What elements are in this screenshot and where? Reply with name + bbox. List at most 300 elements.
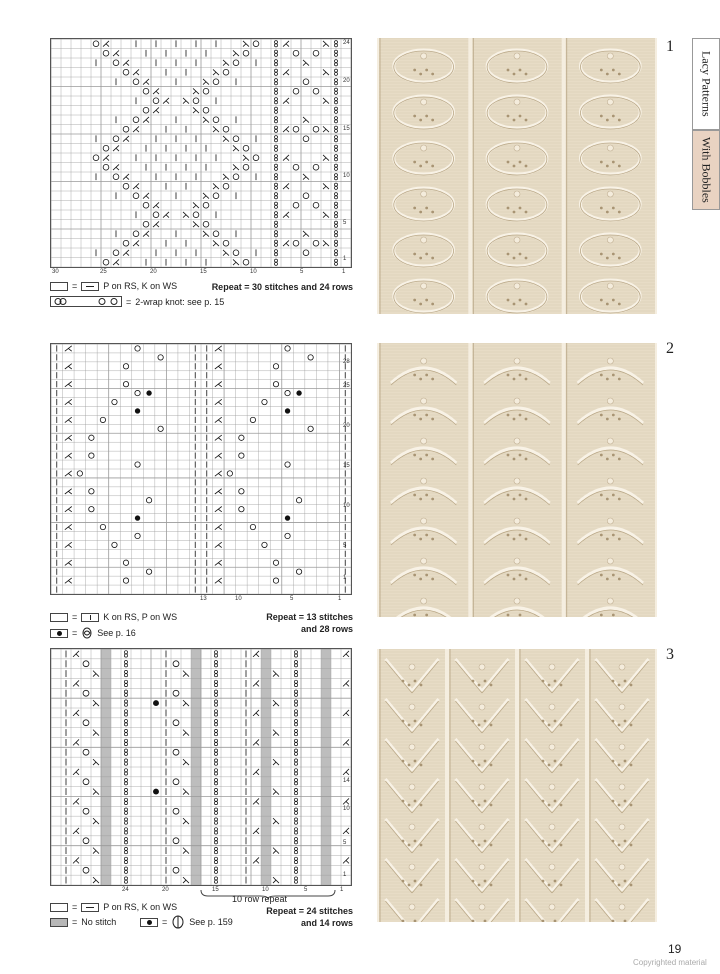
chart-symbol: [215, 542, 222, 547]
chart-symbol: [203, 202, 209, 208]
chart-symbol: [213, 231, 219, 237]
chart-symbol: [143, 221, 149, 227]
axis-label: 5: [343, 543, 347, 549]
chart-symbol: [334, 221, 337, 227]
chart-symbol: [123, 382, 128, 387]
chart-symbol: [274, 250, 277, 256]
chart-symbol: [103, 155, 109, 161]
chart-symbol: [334, 60, 337, 66]
chart-symbol: [274, 50, 277, 56]
chart-symbol: [215, 471, 222, 476]
chart-symbol: [124, 670, 127, 676]
chart-symbol: [65, 542, 72, 547]
chart-symbol: [283, 212, 289, 218]
chart-symbol: [273, 700, 279, 706]
chart-symbol: [214, 729, 217, 735]
chart-symbol: [285, 515, 290, 520]
chart-symbol: [133, 126, 139, 132]
chart-symbol: [213, 69, 219, 75]
chart-symbol: [214, 808, 217, 814]
chart-symbol: [203, 221, 209, 227]
legend-bobble-2: = See p. 16: [50, 627, 136, 639]
chart-symbol: [183, 789, 189, 795]
swatch-photo-3: [377, 649, 657, 922]
side-tab-with-bobbles: [692, 130, 720, 210]
blank-square-icon: [50, 282, 68, 291]
chart-symbol: [214, 670, 217, 676]
axis-label: 1: [343, 256, 347, 262]
chart-symbol: [143, 88, 149, 94]
chart-symbol: [173, 749, 179, 755]
chart-symbol: [273, 789, 279, 795]
chart-symbol: [214, 739, 217, 745]
chart-symbol: [93, 877, 99, 883]
repeat-line: Repeat = 24 stitches: [266, 906, 353, 916]
chart-symbol: [294, 769, 297, 775]
chart-symbol: [294, 828, 297, 834]
chart-symbol: [65, 578, 72, 583]
chart-symbol: [293, 126, 299, 132]
chart-symbol: [65, 399, 72, 404]
chart-symbol: [65, 435, 72, 440]
legend-purl-1: = P on RS, K on WS: [50, 281, 177, 291]
chart-symbol: [124, 769, 127, 775]
chart-symbol: [223, 183, 229, 189]
page-number: 19: [668, 942, 682, 956]
chart-symbol: [227, 471, 232, 476]
chart-symbol: [93, 789, 99, 795]
repeat-note-1: Repeat = 30 stitches and 24 rows: [211, 282, 353, 292]
chart-symbol: [153, 700, 159, 706]
chart-symbol: [153, 221, 159, 227]
chart-symbol: [173, 690, 179, 696]
chart-symbol: [313, 164, 319, 170]
chart-symbol: [214, 877, 217, 883]
chart-symbol: [103, 41, 109, 47]
chart-symbol: [112, 542, 117, 547]
chart-symbol: [77, 471, 82, 476]
chart-symbol: [215, 435, 222, 440]
chart-symbol: [133, 79, 139, 85]
chart-symbol: [294, 788, 297, 794]
bobble-symbol-icon: [171, 915, 185, 929]
chart-symbol: [65, 560, 72, 565]
chart-symbol: [214, 838, 217, 844]
chart-symbol: [274, 259, 277, 265]
chart-symbol: [183, 212, 189, 218]
chart-symbol: [223, 126, 229, 132]
side-tab-bobbles-label: With Bobbles: [699, 137, 714, 203]
chart-symbol: [203, 117, 209, 123]
axis-right-1: [343, 38, 353, 268]
chart-symbol: [65, 507, 72, 512]
chart-symbol: [323, 98, 329, 104]
chart-symbol: [133, 240, 139, 246]
chart-symbol: [183, 848, 189, 854]
axis-label: 15: [212, 887, 219, 893]
swatch-texture-3: [377, 649, 657, 922]
chart-symbol: [250, 524, 255, 529]
axis-label: 24: [122, 887, 129, 893]
chart-symbol: [273, 578, 278, 583]
chart-symbol: [243, 164, 249, 170]
chart-symbol: [124, 739, 127, 745]
chart-symbol: [83, 779, 89, 785]
swatch-texture-2: [377, 343, 657, 617]
chart-symbol: [303, 136, 309, 142]
chart-symbol: [243, 50, 249, 56]
chart-symbol: [65, 489, 72, 494]
chart-symbol: [274, 231, 277, 237]
axis-label: 30: [52, 269, 59, 275]
chart-symbol: [173, 720, 179, 726]
no-stitch-swatch-icon: [50, 918, 68, 927]
chart-symbol: [214, 759, 217, 765]
chart-symbol: [214, 779, 217, 785]
axis-label: 5: [304, 887, 308, 893]
chart-symbol: [293, 88, 299, 94]
chart-symbol: [143, 117, 149, 123]
chart-pattern-2: [50, 343, 352, 595]
chart-symbol: [123, 136, 129, 142]
chart-symbol: [239, 489, 244, 494]
chart-symbol: [163, 212, 169, 218]
chart-symbol: [103, 50, 109, 56]
chart-symbol: [323, 212, 329, 218]
chart-symbol: [124, 759, 127, 765]
chart-symbol: [313, 50, 319, 56]
chart-symbol: [153, 789, 159, 795]
chart-symbol: [158, 355, 163, 360]
chart-symbol: [146, 390, 151, 395]
chart-symbol: [273, 364, 278, 369]
chart-symbol: [173, 867, 179, 873]
swatch-photo-2: [377, 343, 657, 617]
chart-symbol: [124, 700, 127, 706]
axis-label: 13: [200, 596, 207, 602]
chart-symbol: [334, 41, 337, 47]
side-tab-lacy-patterns: [692, 38, 720, 130]
chart-symbol: [93, 41, 99, 47]
chart-symbol: [215, 560, 222, 565]
chart-symbol: [124, 798, 127, 804]
chart-symbol: [233, 50, 239, 56]
knit-bar-icon: [81, 613, 99, 622]
chart-symbol: [123, 364, 128, 369]
chart-symbol: [143, 202, 149, 208]
chart-symbol: [203, 107, 209, 113]
axis-label: 20: [162, 887, 169, 893]
legend-text: P on RS, K on WS: [103, 902, 178, 912]
chart-symbol: [213, 117, 219, 123]
chart-symbol: [124, 690, 127, 696]
chart-symbol: [215, 453, 222, 458]
chart-symbol: [334, 202, 337, 208]
bobble-dot-icon: [50, 629, 68, 638]
chart-symbol: [124, 779, 127, 785]
chart-symbol: [124, 838, 127, 844]
chart-symbol: [334, 231, 337, 237]
pattern-number-2: 2: [666, 340, 674, 357]
chart-symbol: [93, 818, 99, 824]
chart-symbol: [73, 857, 79, 863]
chart-symbol: [285, 533, 290, 538]
axis-label: 14: [343, 778, 350, 784]
chart-symbol: [100, 524, 105, 529]
chart-symbol: [223, 250, 229, 256]
chart-symbol: [294, 818, 297, 824]
chart-symbol: [296, 498, 301, 503]
chart-symbol: [273, 560, 278, 565]
chart-symbol: [239, 435, 244, 440]
chart-symbol: [103, 164, 109, 170]
chart-symbol: [214, 700, 217, 706]
chart-symbol: [123, 250, 129, 256]
chart-symbol: [308, 426, 313, 431]
chart-symbol: [193, 98, 199, 104]
chart-symbol: [214, 661, 217, 667]
chart-symbol: [233, 259, 239, 265]
axis-label: 20: [150, 269, 157, 275]
chart-symbol: [124, 661, 127, 667]
chart-symbol: [233, 145, 239, 151]
chart-symbol: [294, 857, 297, 863]
chart-symbol: [294, 749, 297, 755]
chart-symbol: [334, 183, 337, 189]
axis-label: 5: [300, 269, 304, 275]
swatch-texture-group: [377, 649, 657, 922]
axis-label: 20: [343, 423, 350, 429]
chart-symbol: [274, 145, 277, 151]
axis-label: 24: [343, 40, 350, 46]
chart-symbol: [146, 569, 151, 574]
chart-symbol: [65, 524, 72, 529]
chart-symbol: [223, 136, 229, 142]
repeat-line: Repeat = 13 stitches: [266, 612, 353, 622]
chart-symbol: [123, 69, 129, 75]
chart-symbol: [253, 41, 259, 47]
chart-symbol: [173, 808, 179, 814]
chart-symbol: [113, 60, 119, 66]
chart-symbol: [334, 155, 337, 161]
chart-symbol: [89, 453, 94, 458]
chart-symbol: [274, 98, 277, 104]
chart-symbol: [123, 240, 129, 246]
axis-label: 1: [343, 872, 347, 878]
chart-symbol: [274, 117, 277, 123]
axis-label: 10: [262, 887, 269, 893]
chart-symbol: [294, 838, 297, 844]
axis-label: 1: [343, 575, 347, 581]
legend-text: See p. 159: [189, 917, 233, 927]
chart-symbol: [133, 183, 139, 189]
chart-symbol: [89, 507, 94, 512]
chart-symbol: [213, 193, 219, 199]
chart-symbol: [303, 193, 309, 199]
axis-label: 1: [338, 596, 342, 602]
chart-symbol: [93, 155, 99, 161]
chart-symbol: [124, 857, 127, 863]
chart-symbol: [213, 240, 219, 246]
chart-symbol: [274, 79, 277, 85]
chart-symbol: [203, 88, 209, 94]
chart-symbol: [214, 867, 217, 873]
chart-symbol: [213, 183, 219, 189]
chart-symbol: [294, 759, 297, 765]
chart-symbol: [183, 818, 189, 824]
chart-symbol: [143, 79, 149, 85]
chart-symbol: [215, 399, 222, 404]
axis-label: 1: [340, 887, 344, 893]
chart-symbol: [83, 808, 89, 814]
chart-symbol: [183, 700, 189, 706]
chart-symbol: [113, 145, 119, 151]
chart-symbol: [296, 569, 301, 574]
axis-right-2: [343, 343, 353, 595]
chart-symbol: [283, 69, 289, 75]
chart-symbol: [303, 231, 309, 237]
chart-symbol: [273, 671, 279, 677]
chart-symbol: [203, 231, 209, 237]
chart-symbol: [323, 41, 329, 47]
axis-bottom-1: [50, 269, 352, 277]
repeat-note-3: [220, 905, 353, 929]
chart-symbol: [214, 651, 217, 657]
chart-symbol: [193, 88, 199, 94]
chart-symbol: [65, 417, 72, 422]
chart-symbol: [93, 671, 99, 677]
repeat-line: and 28 rows: [300, 624, 353, 634]
chart-symbol: [313, 240, 319, 246]
axis-label: 15: [343, 463, 350, 469]
chart-symbol: [213, 126, 219, 132]
chart-symbol: [123, 578, 128, 583]
chart-symbol: [133, 117, 139, 123]
chart-symbol: [214, 720, 217, 726]
chart-symbol: [303, 250, 309, 256]
chart-symbol: [274, 221, 277, 227]
chart-symbol: [113, 164, 119, 170]
legend-text: 2-wrap knot: see p. 15: [135, 296, 225, 307]
chart-symbol: [293, 202, 299, 208]
legend-text: No stitch: [81, 917, 117, 927]
chart-symbol: [193, 107, 199, 113]
chart-symbol: [334, 212, 337, 218]
chart-symbol: [273, 818, 279, 824]
chart-symbol: [193, 202, 199, 208]
chart-symbol: [193, 221, 199, 227]
chart-symbol: [243, 41, 249, 47]
chart-symbol: [124, 808, 127, 814]
chart-symbol: [100, 417, 105, 422]
chart-symbol: [334, 250, 337, 256]
chart-symbol: [214, 828, 217, 834]
pattern-number-3: 3: [666, 646, 674, 663]
blank-square-icon: [50, 613, 68, 622]
chart-symbol: [334, 107, 337, 113]
chart-symbol: [294, 710, 297, 716]
chart-symbol: [274, 183, 277, 189]
chart-symbol: [83, 838, 89, 844]
chart-symbol: [215, 578, 222, 583]
chart-symbol: [214, 680, 217, 686]
chart-symbol: [334, 174, 337, 180]
bobble-dot-icon: [140, 918, 158, 927]
legend-text: K on RS, P on WS: [103, 612, 178, 622]
chart-symbol: [113, 136, 119, 142]
axis-label: 5: [343, 220, 347, 226]
chart-symbol: [274, 193, 277, 199]
chart-symbol: [215, 507, 222, 512]
chart-symbol: [223, 174, 229, 180]
chart-symbol: [135, 408, 140, 413]
side-tab-lacy-label: Lacy Patterns: [699, 51, 714, 117]
chart-symbol: [123, 126, 129, 132]
chart-symbol: [274, 240, 277, 246]
chart-symbol: [303, 79, 309, 85]
chart-symbol: [294, 877, 297, 883]
chart-symbol: [213, 79, 219, 85]
chart-symbol: [285, 462, 290, 467]
chart-symbol: [274, 88, 277, 94]
chart-symbol: [313, 88, 319, 94]
chart-symbol: [294, 651, 297, 657]
chart-symbol: [273, 382, 278, 387]
chart-symbol: [153, 202, 159, 208]
chart-symbol: [215, 364, 222, 369]
chart-symbol: [294, 847, 297, 853]
chart-symbol: [223, 69, 229, 75]
chart-symbol: [334, 88, 337, 94]
chart-symbol: [163, 98, 169, 104]
chart-symbol: [73, 769, 79, 775]
chart-symbol: [89, 489, 94, 494]
chart-symbol: [334, 145, 337, 151]
chart-symbol: [173, 779, 179, 785]
chart-symbol: [294, 670, 297, 676]
chart-symbol: [124, 749, 127, 755]
legend-knit-2: = K on RS, P on WS: [50, 612, 177, 622]
chart-symbol: [233, 174, 239, 180]
chart-pattern-1: [50, 38, 352, 268]
chart-symbol: [65, 453, 72, 458]
chart-symbol: [215, 489, 222, 494]
chart-symbol: [214, 847, 217, 853]
chart-symbol: [334, 240, 337, 246]
chart-symbol: [215, 417, 222, 422]
chart-symbol: [73, 798, 79, 804]
chart-symbol: [183, 759, 189, 765]
chart-symbol: [274, 60, 277, 66]
chart-symbol: [183, 671, 189, 677]
axis-label: 15: [200, 269, 207, 275]
chart-symbol: [133, 69, 139, 75]
chart-symbol: [183, 98, 189, 104]
chart-symbol: [214, 857, 217, 863]
chart-symbol: [303, 60, 309, 66]
stitch-grid-3: [51, 649, 351, 885]
axis-label: 10: [343, 806, 350, 812]
chart-symbol: [250, 417, 255, 422]
chart-symbol: [113, 174, 119, 180]
chart-symbol: [65, 364, 72, 369]
chart-symbol: [124, 729, 127, 735]
chart-symbol: [153, 212, 159, 218]
axis-label: 10: [343, 173, 350, 179]
chart-symbol: [253, 798, 259, 804]
chart-symbol: [135, 462, 140, 467]
legend-nostitch-3: = No stitch: [50, 917, 116, 927]
